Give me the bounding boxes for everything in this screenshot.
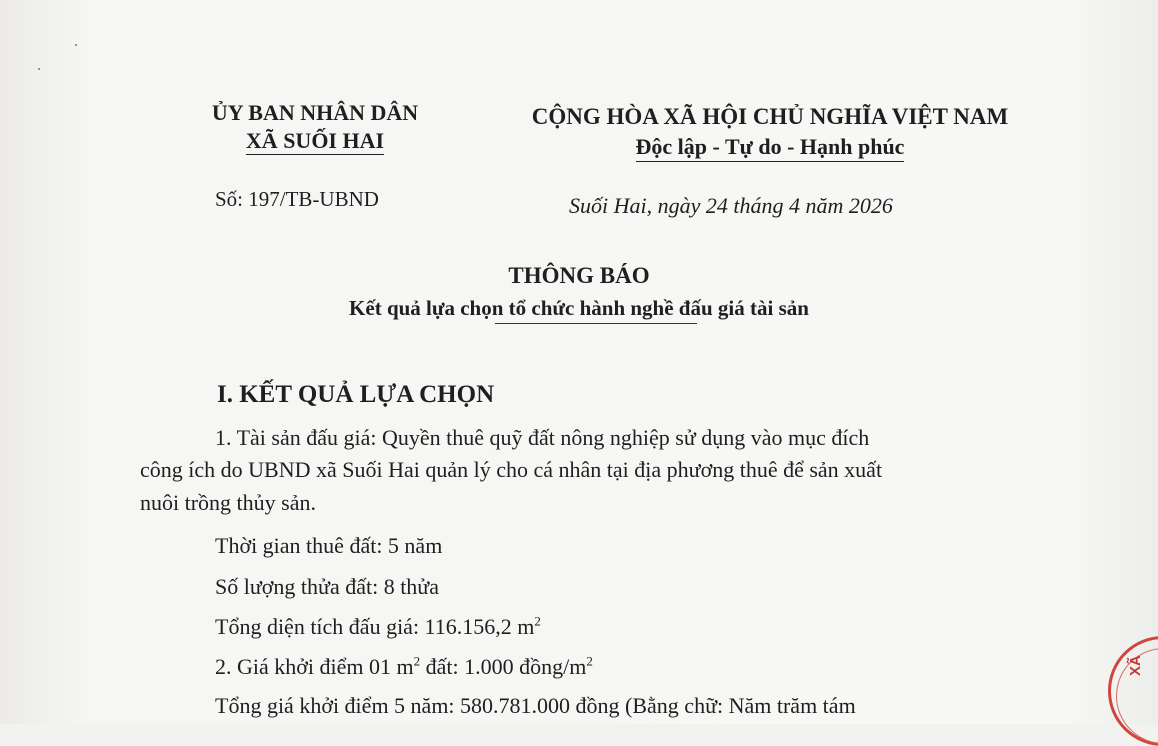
item1-line1: 1. Tài sản đấu giá: Quyền thuê quỹ đất nông nghiệp sử dụng vào mục đích <box>215 425 870 450</box>
section-heading: I. KẾT QUẢ LỰA CHỌN <box>217 381 495 408</box>
plot-count: Số lượng thửa đất: 8 thửa <box>215 574 439 599</box>
item1-line3: nuôi trồng thủy sản. <box>140 490 316 515</box>
national-title: CỘNG HÒA XÃ HỘI CHỦ NGHĨA VIỆT NAM <box>531 104 1009 129</box>
rent-duration: Thời gian thuê đất: 5 năm <box>215 533 443 558</box>
total-starting-price: Tổng giá khởi điểm 5 năm: 580.781.000 đồng (Bằng chữ: Năm trăm tám <box>215 693 856 718</box>
scan-speck <box>38 68 40 70</box>
commune-name: XÃ SUỐI HAI <box>245 128 385 153</box>
scan-speck <box>75 44 77 46</box>
subtitle-underline <box>495 323 697 324</box>
document-subtitle: Kết quả lựa chọn tổ chức hành nghề đấu giá tài sản <box>349 296 809 320</box>
document-title: THÔNG BÁO <box>508 263 650 288</box>
place-date: Suối Hai, ngày 24 tháng 4 năm 2026 <box>569 193 893 218</box>
document-number: Số: 197/TB-UBND <box>215 187 379 211</box>
agency-name: ỦY BAN NHÂN DÂN <box>211 100 419 125</box>
national-motto: Độc lập - Tự do - Hạnh phúc <box>500 134 1040 160</box>
seal-text: XÃ <box>1127 655 1144 676</box>
item1-line2: công ích do UBND xã Suối Hai quản lý cho cá nhân tại địa phương thuê để sản xuất <box>140 457 883 482</box>
starting-price: 2. Giá khởi điểm 01 $m^2$ đất: 1.000 đồng/$m^2$ <box>215 653 593 679</box>
total-area: Tổng diện tích đấu giá: 116.156,2 $m^2$ <box>215 613 541 639</box>
